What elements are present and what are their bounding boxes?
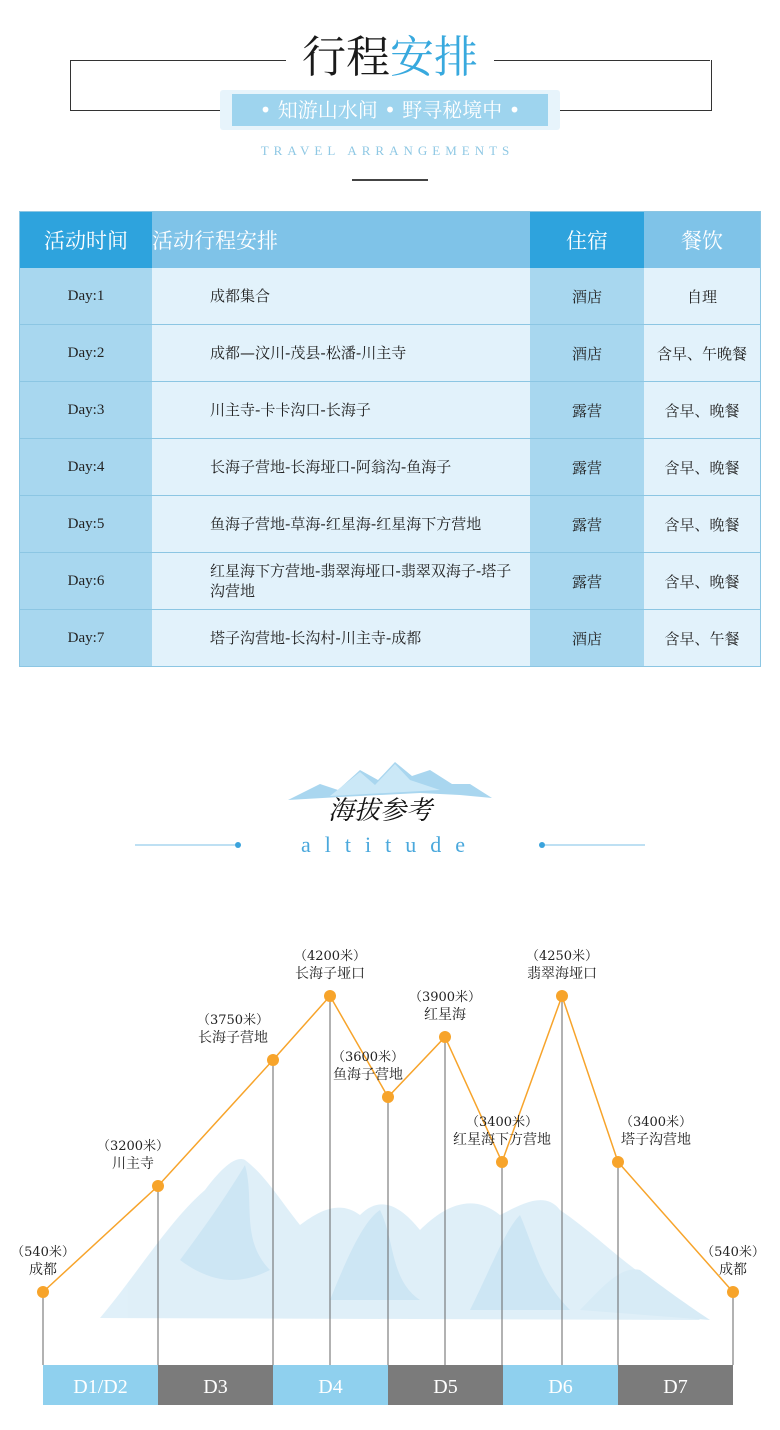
altitude-place-label: 红星海 [424, 1007, 466, 1023]
altitude-value-label: （3900米） [408, 990, 482, 1005]
meal-cell: 含早、晚餐 [644, 439, 760, 496]
day-cell: Day:6 [20, 553, 152, 610]
altitude-place-label: 长海子营地 [198, 1030, 268, 1046]
stay-cell: 露营 [530, 553, 644, 610]
table-row [20, 610, 760, 667]
altitude-point [496, 1156, 508, 1168]
page-title-part2: 安排 [390, 32, 478, 83]
route-cell: 鱼海子营地-草海-红星海-红星海下方营地 [152, 496, 530, 553]
route-cell: 红星海下方营地-翡翠海垭口-翡翠双海子-塔子沟营地 [152, 553, 530, 610]
header-time: 活动时间 [20, 212, 152, 268]
altitude-place-label: 成都 [719, 1262, 747, 1278]
table-row [20, 439, 760, 496]
page-title [290, 28, 490, 88]
deco-dot-right [539, 842, 545, 848]
page-title-part1: 行程 [302, 32, 390, 83]
altitude-value-label: （3400米） [619, 1115, 693, 1130]
altitude-point [324, 990, 336, 1002]
altitude-value-label: （3750米） [196, 1013, 270, 1028]
table-row [20, 382, 760, 439]
meal-cell: 含早、晚餐 [644, 496, 760, 553]
route-cell: 长海子营地-长海垭口-阿翁沟-鱼海子 [152, 439, 530, 496]
altitude-place-label: 长海子垭口 [295, 966, 365, 982]
chart-layer [11, 948, 765, 1405]
altitude-point [439, 1031, 451, 1043]
stay-cell: 露营 [530, 496, 644, 553]
meal-cell: 自理 [644, 268, 760, 325]
route-cell: 成都集合 [152, 268, 530, 325]
altitude-value-label: （540米） [701, 1245, 765, 1260]
stay-cell: 酒店 [530, 325, 644, 382]
deco-dot-left [235, 842, 241, 848]
table-row [20, 553, 760, 610]
route-cell: 塔子沟营地-长沟村-川主寺-成都 [152, 610, 530, 667]
day-label: D7 [663, 1376, 688, 1398]
altitude-value-label: （4250米） [525, 949, 599, 964]
day-label: D3 [203, 1376, 228, 1398]
stay-cell: 露营 [530, 439, 644, 496]
altitude-value-label: （4200米） [293, 949, 367, 964]
header-stay: 住宿 [530, 212, 644, 268]
stay-cell: 酒店 [530, 268, 644, 325]
day-cell: Day:4 [20, 439, 152, 496]
altitude-point [612, 1156, 624, 1168]
altitude-value-label: （3200米） [96, 1139, 170, 1154]
title-frame-line-right [494, 60, 710, 61]
day-label: D5 [433, 1376, 458, 1398]
altitude-point [727, 1286, 739, 1298]
route-cell: 成都—汶川-茂县-松潘-川主寺 [152, 325, 530, 382]
day-cell: Day:1 [20, 268, 152, 325]
meal-cell: 含早、晚餐 [644, 553, 760, 610]
altitude-subtitle: altitude [301, 832, 479, 857]
altitude-place-label: 塔子沟营地 [621, 1132, 691, 1148]
day-cell: Day:5 [20, 496, 152, 553]
altitude-place-label: 成都 [29, 1262, 57, 1278]
itinerary-table [20, 212, 760, 666]
meal-cell: 含早、晚餐 [644, 382, 760, 439]
altitude-place-label: 翡翠海垭口 [527, 966, 597, 982]
altitude-point [267, 1054, 279, 1066]
title-divider [352, 179, 428, 181]
day-label: D4 [318, 1376, 343, 1398]
altitude-value-label: （540米） [11, 1245, 75, 1260]
table-row [20, 325, 760, 382]
title-frame-line-left [70, 60, 286, 61]
altitude-title: 海拔参考 [327, 796, 432, 826]
altitude-place-label: 川主寺 [112, 1156, 154, 1172]
header-meal: 餐饮 [644, 212, 760, 268]
meal-cell: 含早、午餐 [644, 610, 760, 667]
day-cell: Day:3 [20, 382, 152, 439]
altitude-point [37, 1286, 49, 1298]
stay-cell: 露营 [530, 382, 644, 439]
header-route: 活动行程安排 [152, 212, 530, 268]
table-header-row [20, 212, 760, 268]
meal-cell: 含早、午晚餐 [644, 325, 760, 382]
altitude-value-label: （3600米） [331, 1050, 405, 1065]
route-cell: 川主寺-卡卡沟口-长海子 [152, 382, 530, 439]
day-cell: Day:2 [20, 325, 152, 382]
altitude-place-label: 鱼海子营地 [333, 1067, 403, 1083]
day-label: D6 [548, 1376, 573, 1398]
page-subtitle: TRAVEL ARRANGEMENTS [260, 143, 515, 158]
altitude-point [556, 990, 568, 1002]
day-cell: Day:7 [20, 610, 152, 667]
slogan-banner: • 知游山水间 • 野寻秘境中 • [232, 94, 548, 126]
day-label: D1/D2 [73, 1376, 128, 1398]
altitude-place-label: 红星海下方营地 [453, 1132, 551, 1148]
table-row [20, 496, 760, 553]
stay-cell: 酒店 [530, 610, 644, 667]
altitude-point [152, 1180, 164, 1192]
altitude-value-label: （3400米） [465, 1115, 539, 1130]
table-row [20, 268, 760, 325]
altitude-point [382, 1091, 394, 1103]
